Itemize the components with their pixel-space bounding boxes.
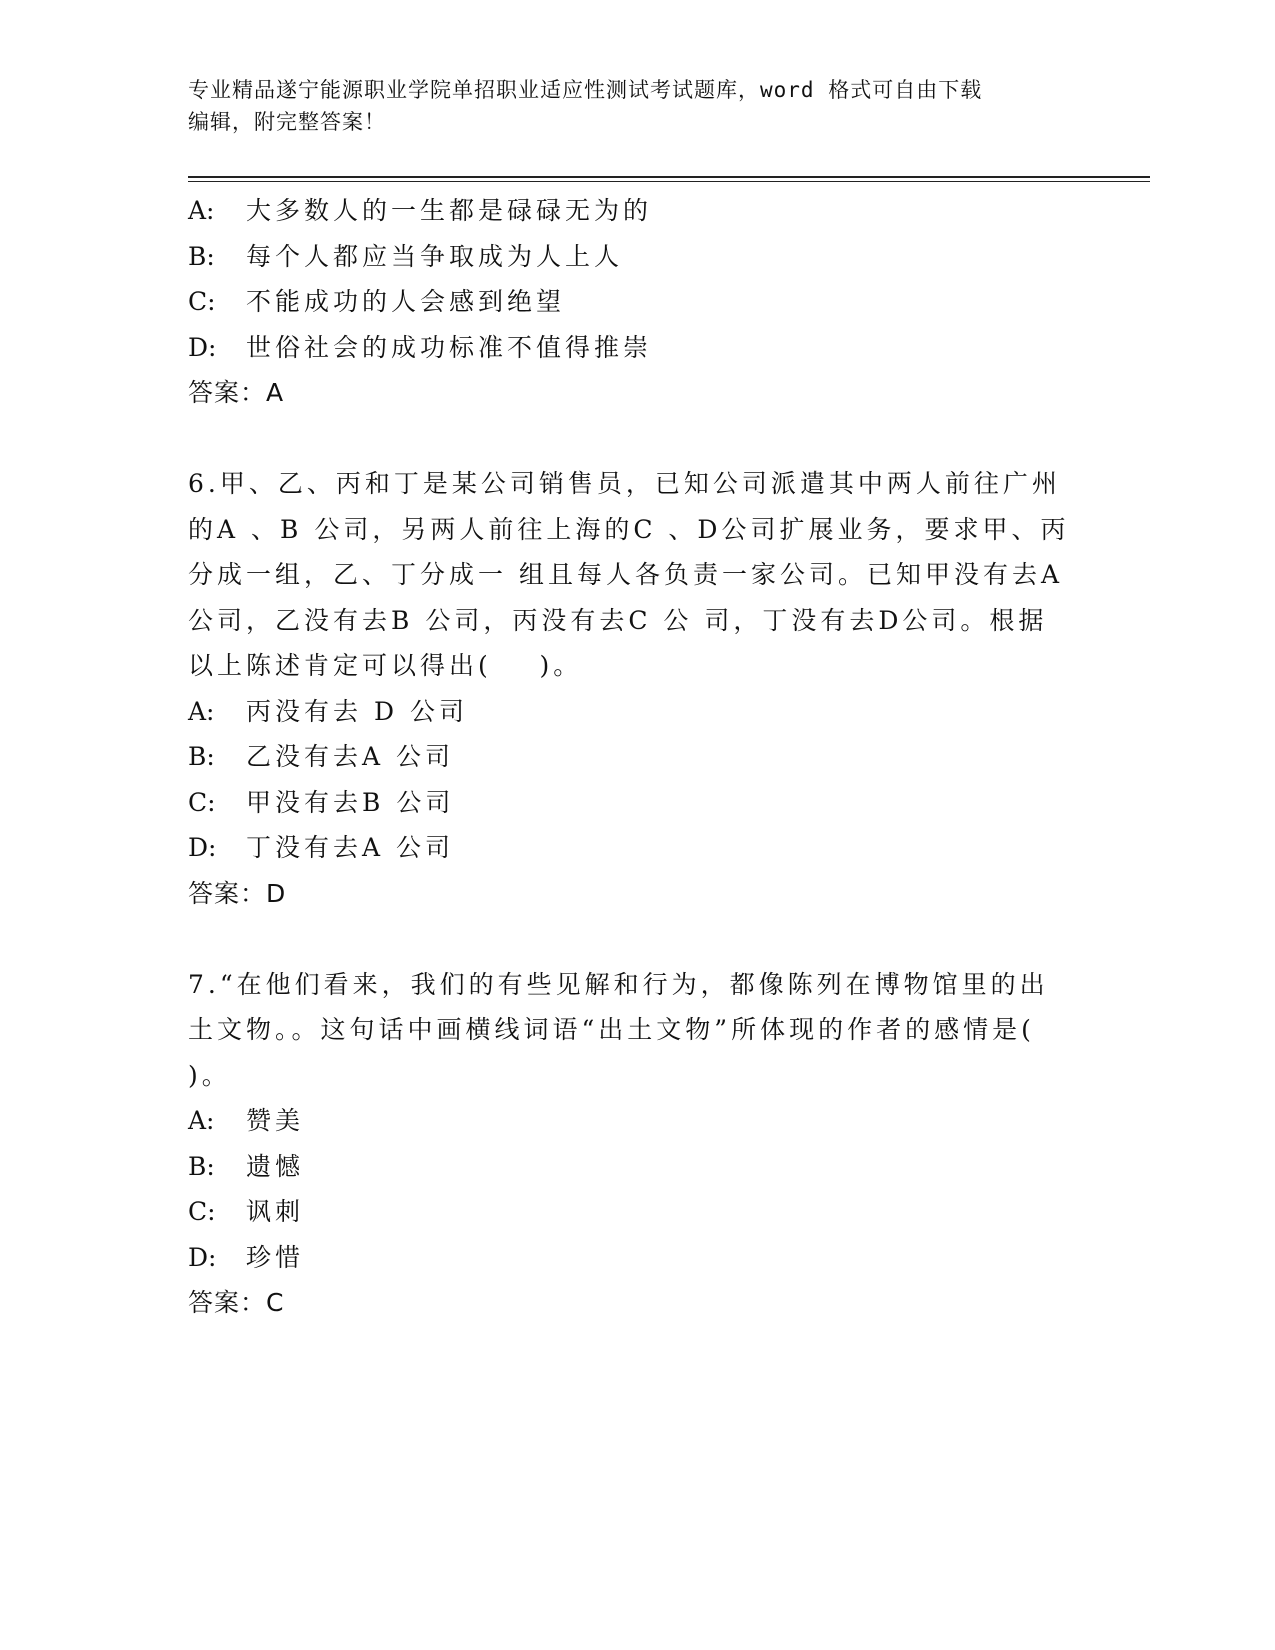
page-header (188, 74, 1088, 138)
option-b (188, 1144, 1088, 1190)
option-label: B: (188, 742, 215, 771)
question-5-options (188, 188, 1088, 370)
option-b (188, 234, 1088, 280)
option-label: A: (188, 696, 215, 726)
option-a (188, 689, 1088, 735)
question-7-options (188, 1098, 1088, 1280)
option-text: 乙没有去A 公司 (246, 742, 455, 771)
question-5-answer: 答案：A (188, 378, 285, 407)
question-6-stem (188, 461, 1088, 689)
option-label: B: (188, 241, 215, 271)
question-line: 7.“在他们看来，我们的有些见解和行为，都像陈列在博物馆里的出 (188, 969, 1049, 999)
spacer (188, 416, 1088, 462)
option-b (188, 734, 1088, 780)
option-label: C: (188, 787, 216, 817)
header-divider-thick (188, 176, 1150, 178)
option-a (188, 1098, 1088, 1144)
option-text: 大多数人的一生都是碌碌无为的 (246, 196, 653, 225)
question-line: 土文物。。这句话中画横线词语“出土文物”所体现的作者的感情是( (188, 1015, 1035, 1044)
spacer (188, 916, 1088, 962)
question-line: 分成一组，乙、丁分成一 组且每人各负责一家公司。已知甲没有去A (188, 560, 1064, 589)
question-line: 公司，乙没有去B 公司，丙没有去C 公 司，丁没有去D公司。根据 (188, 605, 1048, 635)
question-line: )。 (188, 1060, 231, 1090)
option-label: C: (188, 1197, 216, 1226)
question-content (188, 188, 1088, 1326)
option-text: 讽刺 (246, 1197, 305, 1226)
option-text: 赞美 (246, 1106, 305, 1135)
option-text: 不能成功的人会感到绝望 (246, 287, 566, 316)
option-c (188, 780, 1088, 826)
question-line: 6.甲、乙、丙和丁是某公司销售员，已知公司派遣其中两人前往广州 (188, 469, 1061, 498)
header-line-1: 专业精品遂宁能源职业学院单招职业适应性测试考试题库，word 格式可自由下载 (188, 78, 983, 102)
option-text: 甲没有去B 公司 (246, 787, 455, 817)
header-divider-thin (188, 181, 1150, 182)
option-text: 每个人都应当争取成为人上人 (246, 241, 624, 271)
option-label: D: (188, 833, 217, 862)
option-c (188, 1189, 1088, 1235)
question-7-answer: 答案：C (188, 1288, 285, 1317)
question-7-stem (188, 962, 1088, 1099)
question-6-answer: 答案：D (188, 878, 287, 908)
option-d (188, 325, 1088, 371)
option-d (188, 825, 1088, 871)
option-a (188, 188, 1088, 234)
option-label: C: (188, 287, 216, 316)
option-text: 世俗社会的成功标准不值得推崇 (246, 332, 653, 362)
header-line-2: 编辑，附完整答案！ (188, 110, 386, 134)
question-line: 以上陈述肯定可以得出( )。 (188, 651, 583, 680)
option-label: B: (188, 1151, 215, 1181)
option-text: 珍惜 (246, 1242, 305, 1272)
option-label: D: (188, 332, 217, 362)
option-text: 丁没有去A 公司 (246, 833, 455, 862)
question-6-options (188, 689, 1088, 871)
option-text: 遗憾 (246, 1151, 305, 1181)
option-text: 丙没有去 D 公司 (246, 696, 468, 726)
option-d (188, 1235, 1088, 1281)
question-line: 的A 、B 公司，另两人前往上海的C 、D公司扩展业务，要求甲、丙 (188, 514, 1070, 544)
option-label: A: (188, 1106, 215, 1135)
option-c (188, 279, 1088, 325)
option-label: D: (188, 1242, 217, 1272)
option-label: A: (188, 196, 215, 225)
